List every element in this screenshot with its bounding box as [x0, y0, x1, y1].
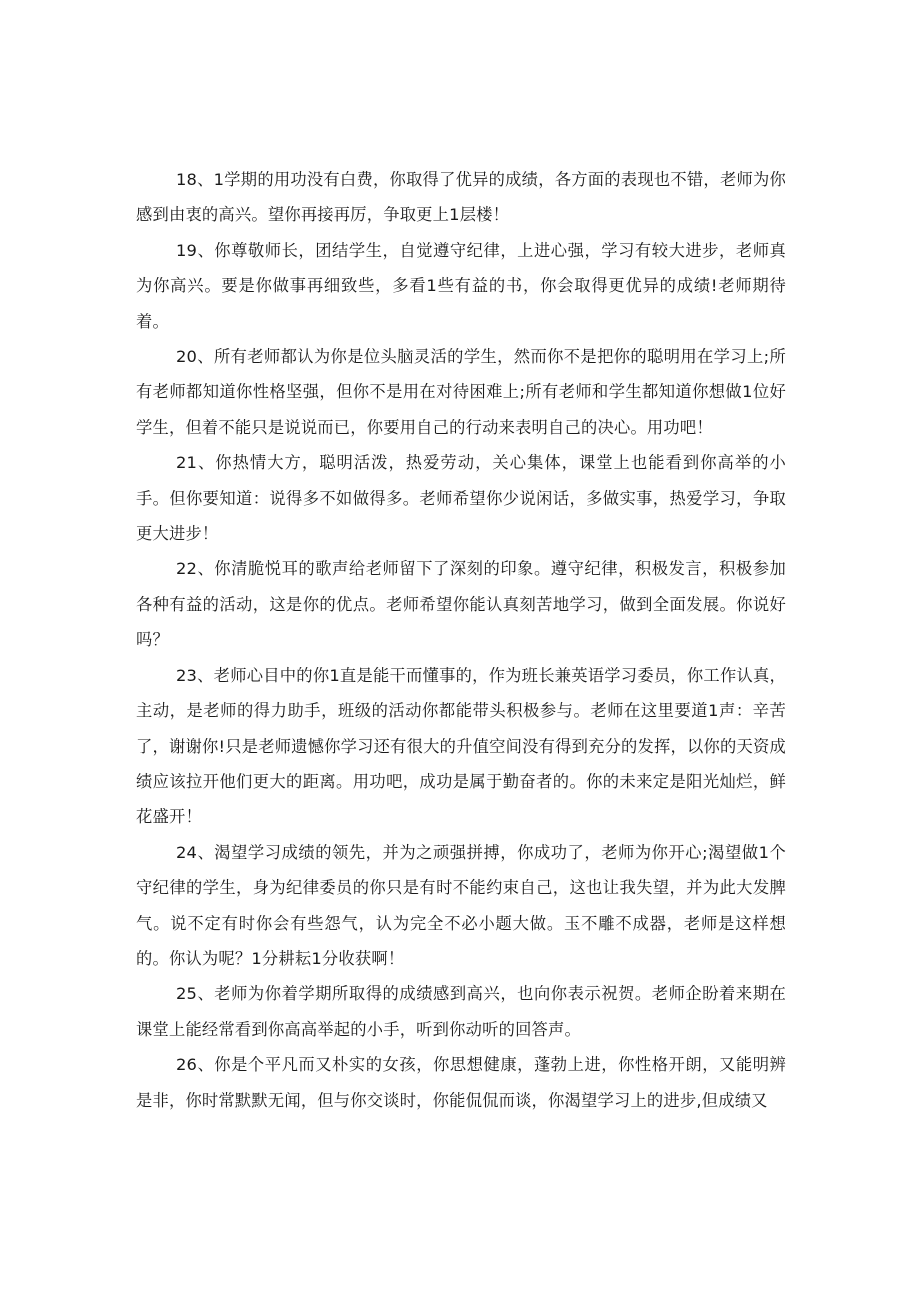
comment-paragraph-23: 23、老师心目中的你1直是能干而懂事的，作为班长兼英语学习委员，你工作认真，主动，是老师的得力助手，班级的活动你都能带头积极参与。老师在这里要道1声：辛苦了，谢谢你!只是老师遗憾你学习还有很大的升值空间没有得到充分的发挥，以你的天资成绩应该拉开他们更大的距离。用功吧，成功是属于勤奋者的。你的未来定是阳光灿烂，鲜花盛开！ [136, 665, 786, 827]
comment-paragraph-24: 24、渴望学习成绩的领先，并为之顽强拼搏，你成功了，老师为你开心;渴望做1个守纪律的学生，身为纪律委员的你只是有时不能约束自己，这也让我失望，并为此大发脾气。说不定有时你会有些怨气，认为完全不必小题大做。玉不雕不成器，老师是这样想的。你认为呢？1分耕耘1分收获啊！ [136, 842, 786, 968]
comment-paragraph-26: 26、你是个平凡而又朴实的女孩，你思想健康，蓬勃上进，你性格开朗，又能明辨是非，你时常默默无闻，但与你交谈时，你能侃侃而谈，你渴望学习上的进步,但成绩又 [136, 1055, 786, 1110]
document-body [136, 162, 786, 1118]
comment-paragraph-19: 19、你尊敬师长，团结学生，自觉遵守纪律，上进心强，学习有较大进步，老师真为你高兴。要是你做事再细致些，多看1些有益的书，你会取得更优异的成绩!老师期待着。 [136, 240, 786, 331]
comment-paragraph-18: 18、1学期的用功没有白费，你取得了优异的成绩，各方面的表现也不错，老师为你感到由衷的高兴。望你再接再厉，争取更上1层楼！ [136, 170, 786, 225]
comment-paragraph-20: 20、所有老师都认为你是位头脑灵活的学生，然而你不是把你的聪明用在学习上;所有老师都知道你性格坚强，但你不是用在对待困难上;所有老师和学生都知道你想做1位好学生，但着不能只是说说而已，你要用自己的行动来表明自己的决心。用功吧！ [136, 347, 786, 437]
comment-paragraph-25: 25、老师为你着学期所取得的成绩感到高兴，也向你表示祝贺。老师企盼着来期在课堂上能经常看到你高高举起的小手，听到你动听的回答声。 [136, 984, 786, 1039]
comment-paragraph-21: 21、你热情大方，聪明活泼，热爱劳动，关心集体，课堂上也能看到你高举的小手。但你要知道：说得多不如做得多。老师希望你少说闲话，多做实事，热爱学习，争取更大进步！ [136, 453, 786, 544]
comment-paragraph-22: 22、你清脆悦耳的歌声给老师留下了深刻的印象。遵守纪律，积极发言，积极参加各种有益的活动，这是你的优点。老师希望你能认真刻苦地学习，做到全面发展。你说好吗？ [136, 559, 786, 650]
